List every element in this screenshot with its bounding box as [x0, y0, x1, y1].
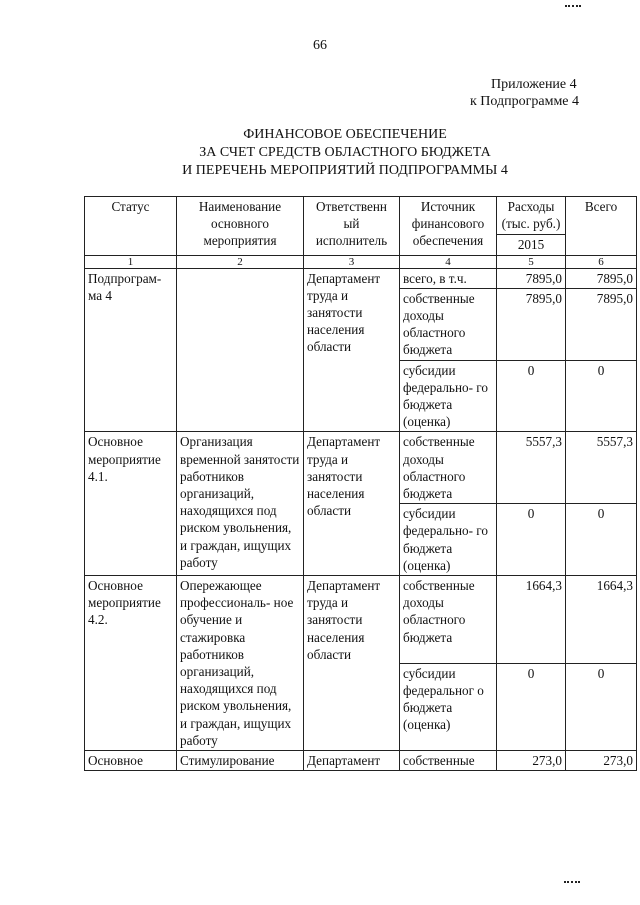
amount-total-cell: 7895,0	[566, 288, 637, 360]
amount-total-cell: 1664,3	[566, 576, 637, 664]
header-expenses	[497, 197, 566, 256]
table-row	[85, 432, 637, 504]
status-cell: Основное мероприятие 4.2.	[85, 576, 177, 751]
amount-2015-cell: 0	[497, 504, 566, 576]
amount-2015-cell: 5557,3	[497, 432, 566, 504]
source-cell: субсидии федерально- го бюджета (оценка)	[400, 504, 497, 576]
index-cell: 2	[177, 255, 304, 268]
name-cell: Стимулирование	[177, 751, 304, 771]
header-name: Наименование основного мероприятия	[177, 197, 304, 256]
name-cell: Опережающее профессиональ- ное обучение и стажировка работников организаций, находящихся под риском увольнения, и граждан, ищущих работу	[177, 576, 304, 751]
amount-2015-cell: 273,0	[497, 751, 566, 771]
title-line-3: И ПЕРЕЧЕНЬ МЕРОПРИЯТИЙ ПОДПРОГРАММЫ 4	[182, 163, 508, 178]
title-line-1: ФИНАНСОВОЕ ОБЕСПЕЧЕНИЕ	[243, 127, 447, 142]
amount-2015-cell: 0	[497, 360, 566, 432]
appendix-line-1: Приложение 4	[491, 77, 577, 92]
status-cell: Подпрограм- ма 4	[85, 268, 177, 432]
appendix-reference	[470, 76, 579, 110]
source-cell: собственные доходы областного бюджета	[400, 432, 497, 504]
index-cell: 5	[497, 255, 566, 268]
amount-2015-cell: 7895,0	[497, 268, 566, 288]
amount-2015-cell: 7895,0	[497, 288, 566, 360]
source-cell: собственные доходы областного бюджета	[400, 288, 497, 360]
status-cell: Основное мероприятие 4.1.	[85, 432, 177, 576]
table-row	[85, 268, 637, 288]
status-cell: Основное	[85, 751, 177, 771]
source-cell: собственные	[400, 751, 497, 771]
amount-total-cell: 273,0	[566, 751, 637, 771]
source-cell: субсидии федерально- го бюджета (оценка)	[400, 360, 497, 432]
appendix-line-2: к Подпрограмме 4	[470, 94, 580, 109]
document-title	[0, 126, 640, 180]
header-executor: Ответственн ый исполнитель	[304, 197, 400, 256]
amount-2015-cell: 1664,3	[497, 576, 566, 664]
table-header-row	[85, 197, 637, 256]
amount-total-cell: 0	[566, 504, 637, 576]
amount-total-cell: 0	[566, 360, 637, 432]
name-cell: Организация временной занятости работников организаций, находящихся под риском увольнения, и граждан, ищущих работу	[177, 432, 304, 576]
source-cell: всего, в т.ч.	[400, 268, 497, 288]
amount-total-cell: 5557,3	[566, 432, 637, 504]
header-expenses-label: Расходы (тыс. руб.)	[501, 199, 561, 232]
index-cell: 6	[566, 255, 637, 268]
executor-cell: Департамент	[304, 751, 400, 771]
financing-table	[84, 196, 637, 771]
header-status: Статус	[85, 197, 177, 256]
executor-cell: Департамент труда и занятости населения области	[304, 432, 400, 576]
scan-mark-bottom	[564, 881, 580, 885]
scan-mark-top	[565, 5, 581, 9]
header-source: Источник финансового обеспечения	[400, 197, 497, 256]
header-year: 2015	[497, 234, 565, 253]
amount-total-cell: 0	[566, 663, 637, 751]
title-line-2: ЗА СЧЕТ СРЕДСТВ ОБЛАСТНОГО БЮДЖЕТА	[199, 145, 491, 160]
name-cell	[177, 268, 304, 432]
executor-cell: Департамент труда и занятости населения области	[304, 576, 400, 751]
amount-2015-cell: 0	[497, 663, 566, 751]
index-cell: 3	[304, 255, 400, 268]
page-number: 66	[313, 38, 327, 53]
amount-total-cell: 7895,0	[566, 268, 637, 288]
executor-cell: Департамент труда и занятости населения области	[304, 268, 400, 432]
index-cell: 1	[85, 255, 177, 268]
header-total: Всего	[566, 197, 637, 256]
table-row	[85, 576, 637, 664]
source-cell: субсидии федеральног о бюджета (оценка)	[400, 663, 497, 751]
table-row	[85, 751, 637, 771]
source-cell: собственные доходы областного бюджета	[400, 576, 497, 664]
table-index-row	[85, 255, 637, 268]
index-cell: 4	[400, 255, 497, 268]
